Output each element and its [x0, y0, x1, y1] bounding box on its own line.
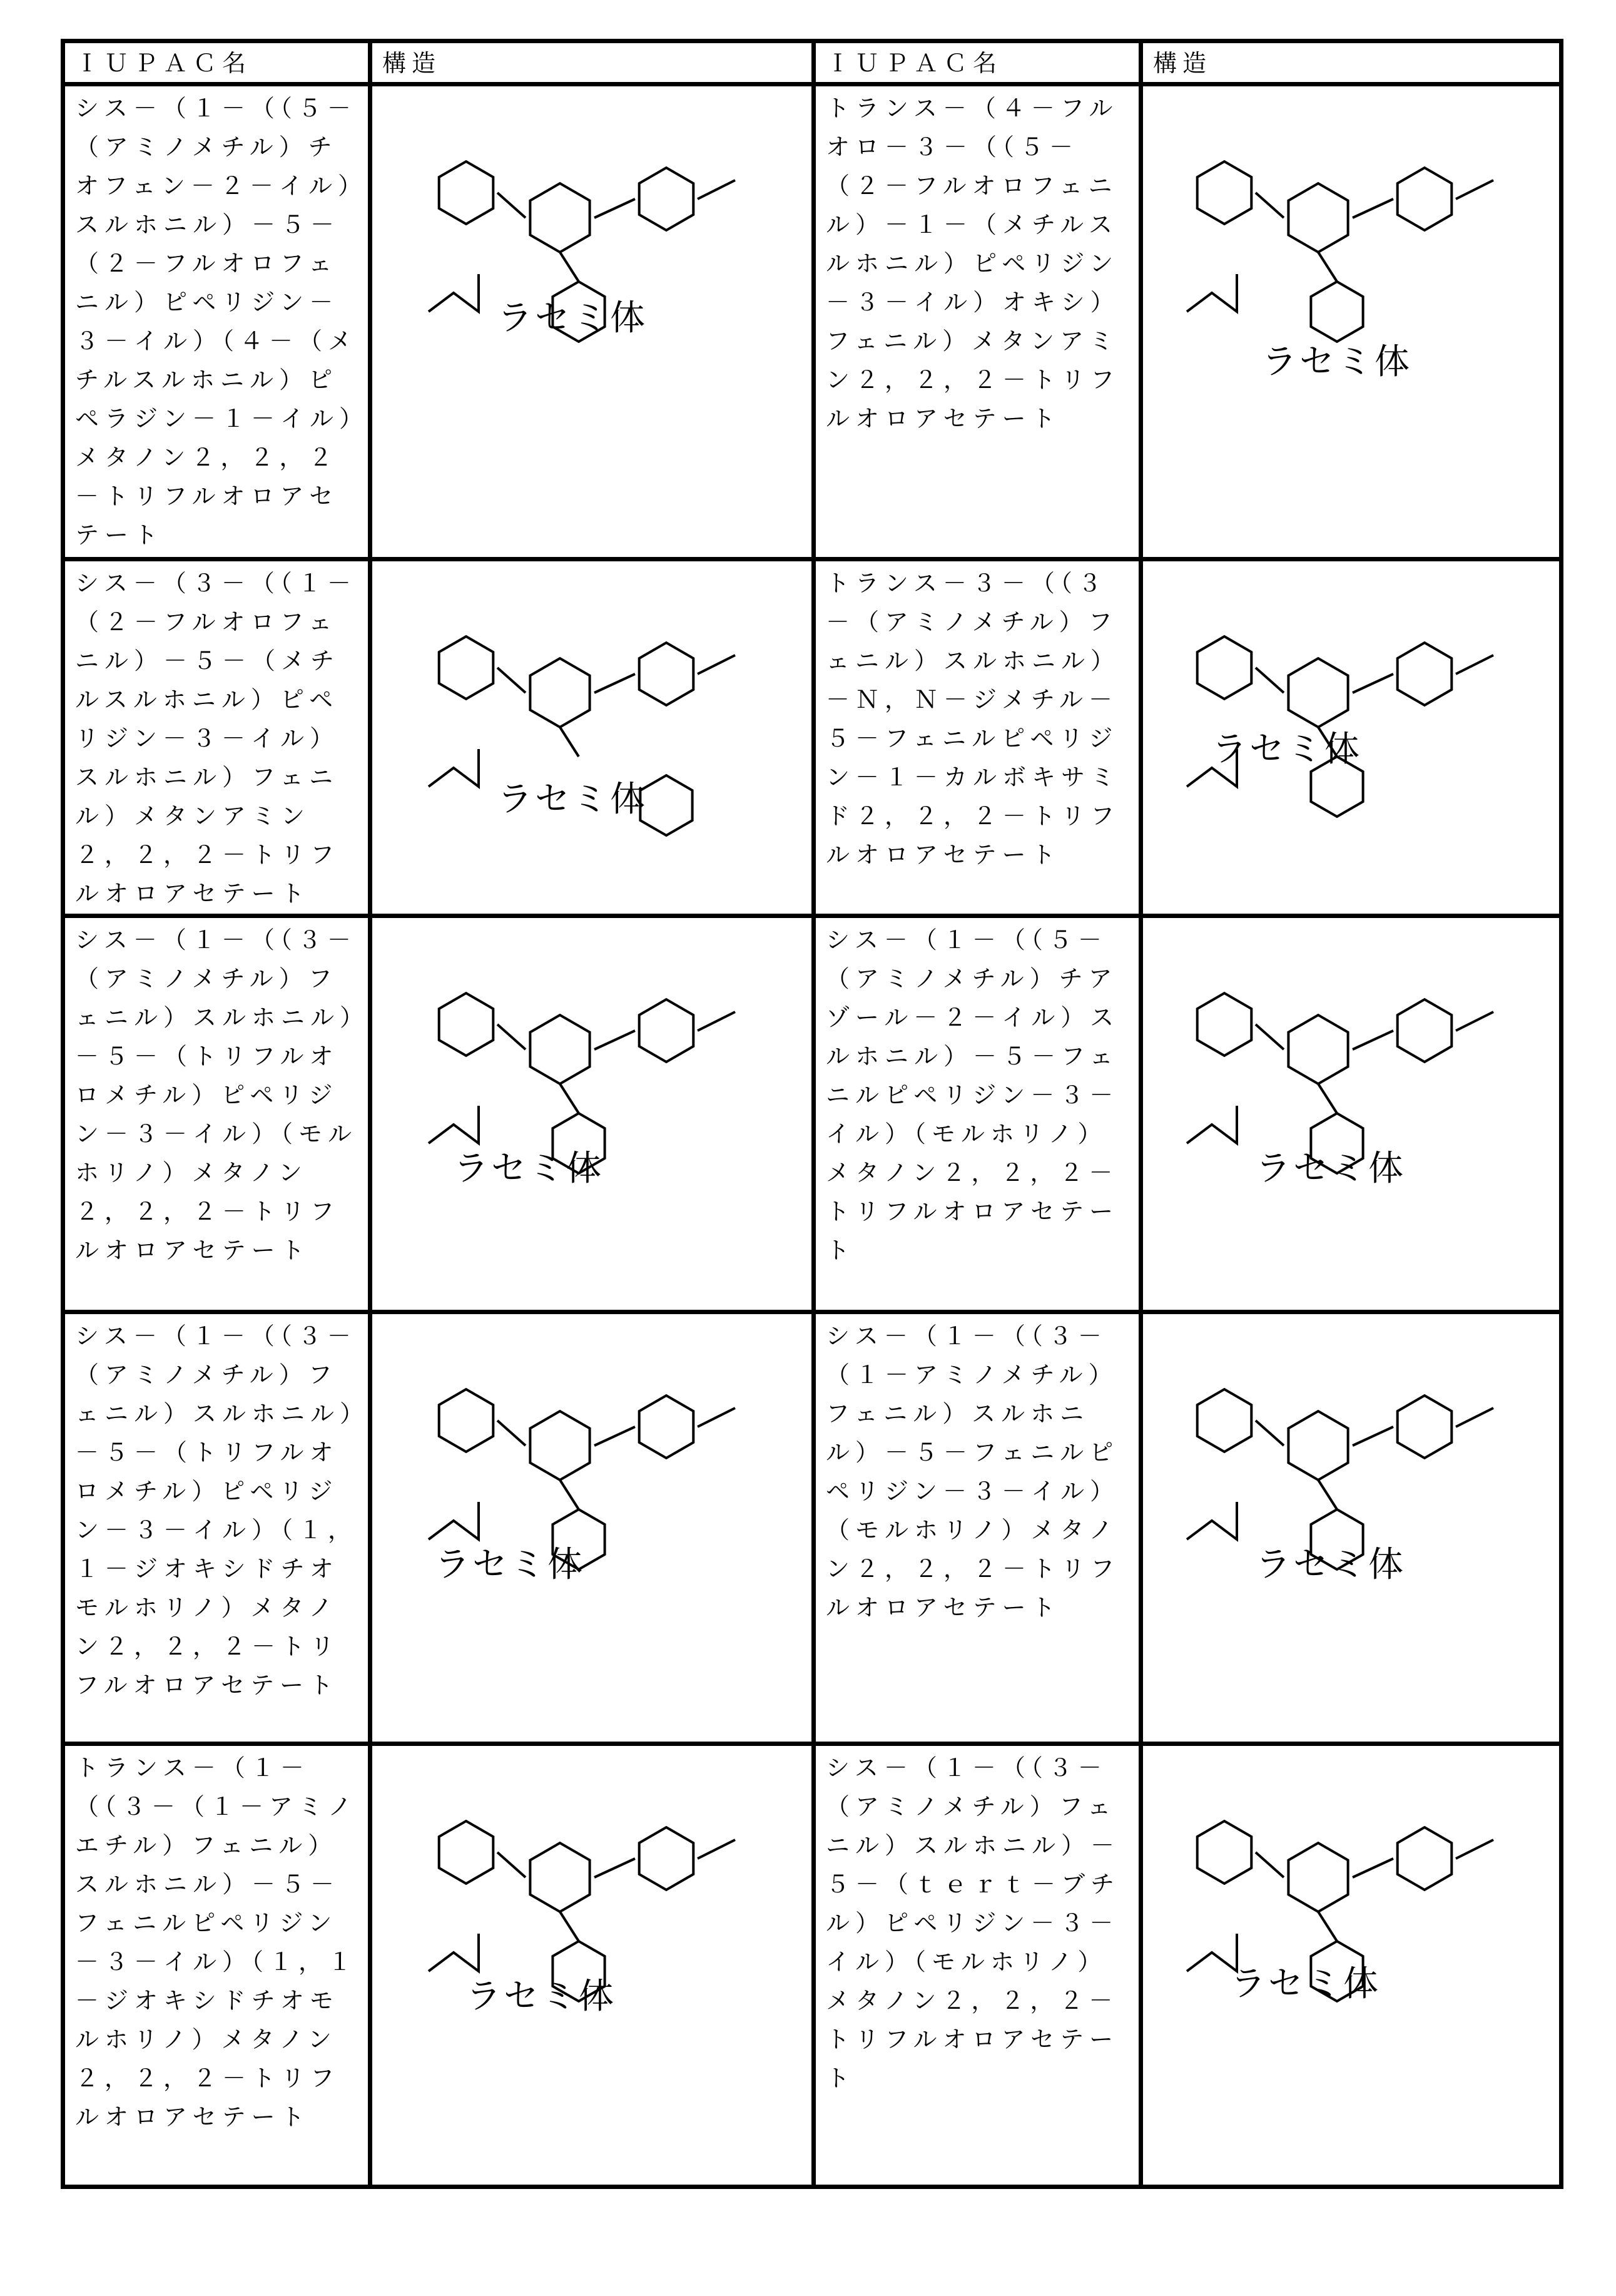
iupac-name: トランス－（４－フルオロ－３－（（５－（２－フルオロフェニル）－１－（メチルスルホニル）ピペリジン－３－イル）オキシ）フェニル）メタンアミン２，２，２－トリフルオロアセテート: [814, 84, 1141, 559]
molecule-drawing: [1143, 86, 1559, 557]
structure-drawing: [1141, 1312, 1562, 1744]
racemic-label: ラセミ体: [1231, 1965, 1381, 2004]
molecule-drawing: [372, 561, 811, 914]
table-row: [63, 1744, 1562, 2187]
molecule-drawing: [1143, 1314, 1559, 1742]
iupac-name: シス－（１－（（３－（アミノメチル）フェニル）スルホニル）－５－（ｔｅｒｔ－ブチル）ピペリジン－３－イル）（モルホリノ）メタノン２，２，２－トリフルオロアセテート: [814, 1744, 1141, 2187]
table-row: [63, 1312, 1562, 1744]
molecule-drawing: [372, 1746, 811, 2185]
molecule-drawing: [372, 1314, 811, 1742]
table-row: [63, 916, 1562, 1312]
header-structure: 構造: [370, 41, 814, 84]
structure-drawing: [370, 559, 814, 916]
racemic-label: ラセミ体: [1256, 1150, 1406, 1188]
header-iupac-name: ＩＵＰＡＣ名: [814, 41, 1141, 84]
header-structure: 構造: [1141, 41, 1562, 84]
racemic-label: ラセミ体: [497, 780, 648, 819]
racemic-label: ラセミ体: [1262, 343, 1412, 382]
compound-table: [61, 39, 1563, 2189]
structure-drawing: [370, 1744, 814, 2187]
iupac-name: シス－（１－（（３－（アミノメチル）フェニル）スルホニル）－５－（トリフルオロメチル）ピペリジン－３－イル）（モルホリノ）メタノン２，２，２－トリフルオロアセテート: [63, 916, 370, 1312]
iupac-name: トランス－３－（（３－（アミノメチル）フェニル）スルホニル）－Ｎ，Ｎ－ジメチル－５－フェニルピペリジン－１－カルボキサミド２，２，２－トリフルオロアセテート: [814, 559, 1141, 916]
iupac-name: シス－（３－（（１－（２－フルオロフェニル）－５－（メチルスルホニル）ピペリジン－３－イル）スルホニル）フェニル）メタンアミン２，２，２－トリフルオロアセテート: [63, 559, 370, 916]
racemic-label: ラセミ体: [466, 1977, 616, 2016]
table-row: [63, 84, 1562, 559]
table-row: [63, 559, 1562, 916]
structure-drawing: [1141, 1744, 1562, 2187]
iupac-name: トランス－（１－（（３－（１－アミノエチル）フェニル）スルホニル）－５－フェニルピペリジン－３－イル）（１，１－ジオキシドチオモルホリノ）メタノン２，２，２－トリフルオロアセテート: [63, 1744, 370, 2187]
structure-drawing: [1141, 916, 1562, 1312]
racemic-label: ラセミ体: [497, 299, 648, 338]
iupac-name: シス－（１－（（３－（アミノメチル）フェニル）スルホニル）－５－（トリフルオロメチル）ピペリジン－３－イル）（１，１－ジオキシドチオモルホリノ）メタノン２，２，２－トリフルオロアセテート: [63, 1312, 370, 1744]
molecule-drawing: [1143, 918, 1559, 1310]
racemic-label: ラセミ体: [1256, 1546, 1406, 1584]
structure-drawing: [370, 916, 814, 1312]
structure-drawing: [1141, 559, 1562, 916]
structure-drawing: [370, 1312, 814, 1744]
iupac-name: シス－（１－（（５－（アミノメチル）チアゾール－２－イル）スルホニル）－５－フェニルピペリジン－３－イル）（モルホリノ）メタノン２，２，２－トリフルオロアセテート: [814, 916, 1141, 1312]
racemic-label: ラセミ体: [454, 1150, 604, 1188]
structure-drawing: [370, 84, 814, 559]
racemic-label: ラセミ体: [1212, 730, 1362, 769]
racemic-label: ラセミ体: [435, 1546, 585, 1584]
molecule-drawing: [372, 918, 811, 1310]
header-row: [63, 41, 1562, 84]
structure-drawing: [1141, 84, 1562, 559]
iupac-name: シス－（１－（（５－（アミノメチル）チオフェン－２－イル）スルホニル）－５－（２－フルオロフェニル）ピペリジン－３－イル）（４－（メチルスルホニル）ピペラジン－１－イル）メタノン２，２，２－トリフルオロアセテート: [63, 84, 370, 559]
header-iupac-name: ＩＵＰＡＣ名: [63, 41, 370, 84]
iupac-name: シス－（１－（（３－（１－アミノメチル）フェニル）スルホニル）－５－フェニルピペリジン－３－イル）（モルホリノ）メタノン２，２，２－トリフルオロアセテート: [814, 1312, 1141, 1744]
